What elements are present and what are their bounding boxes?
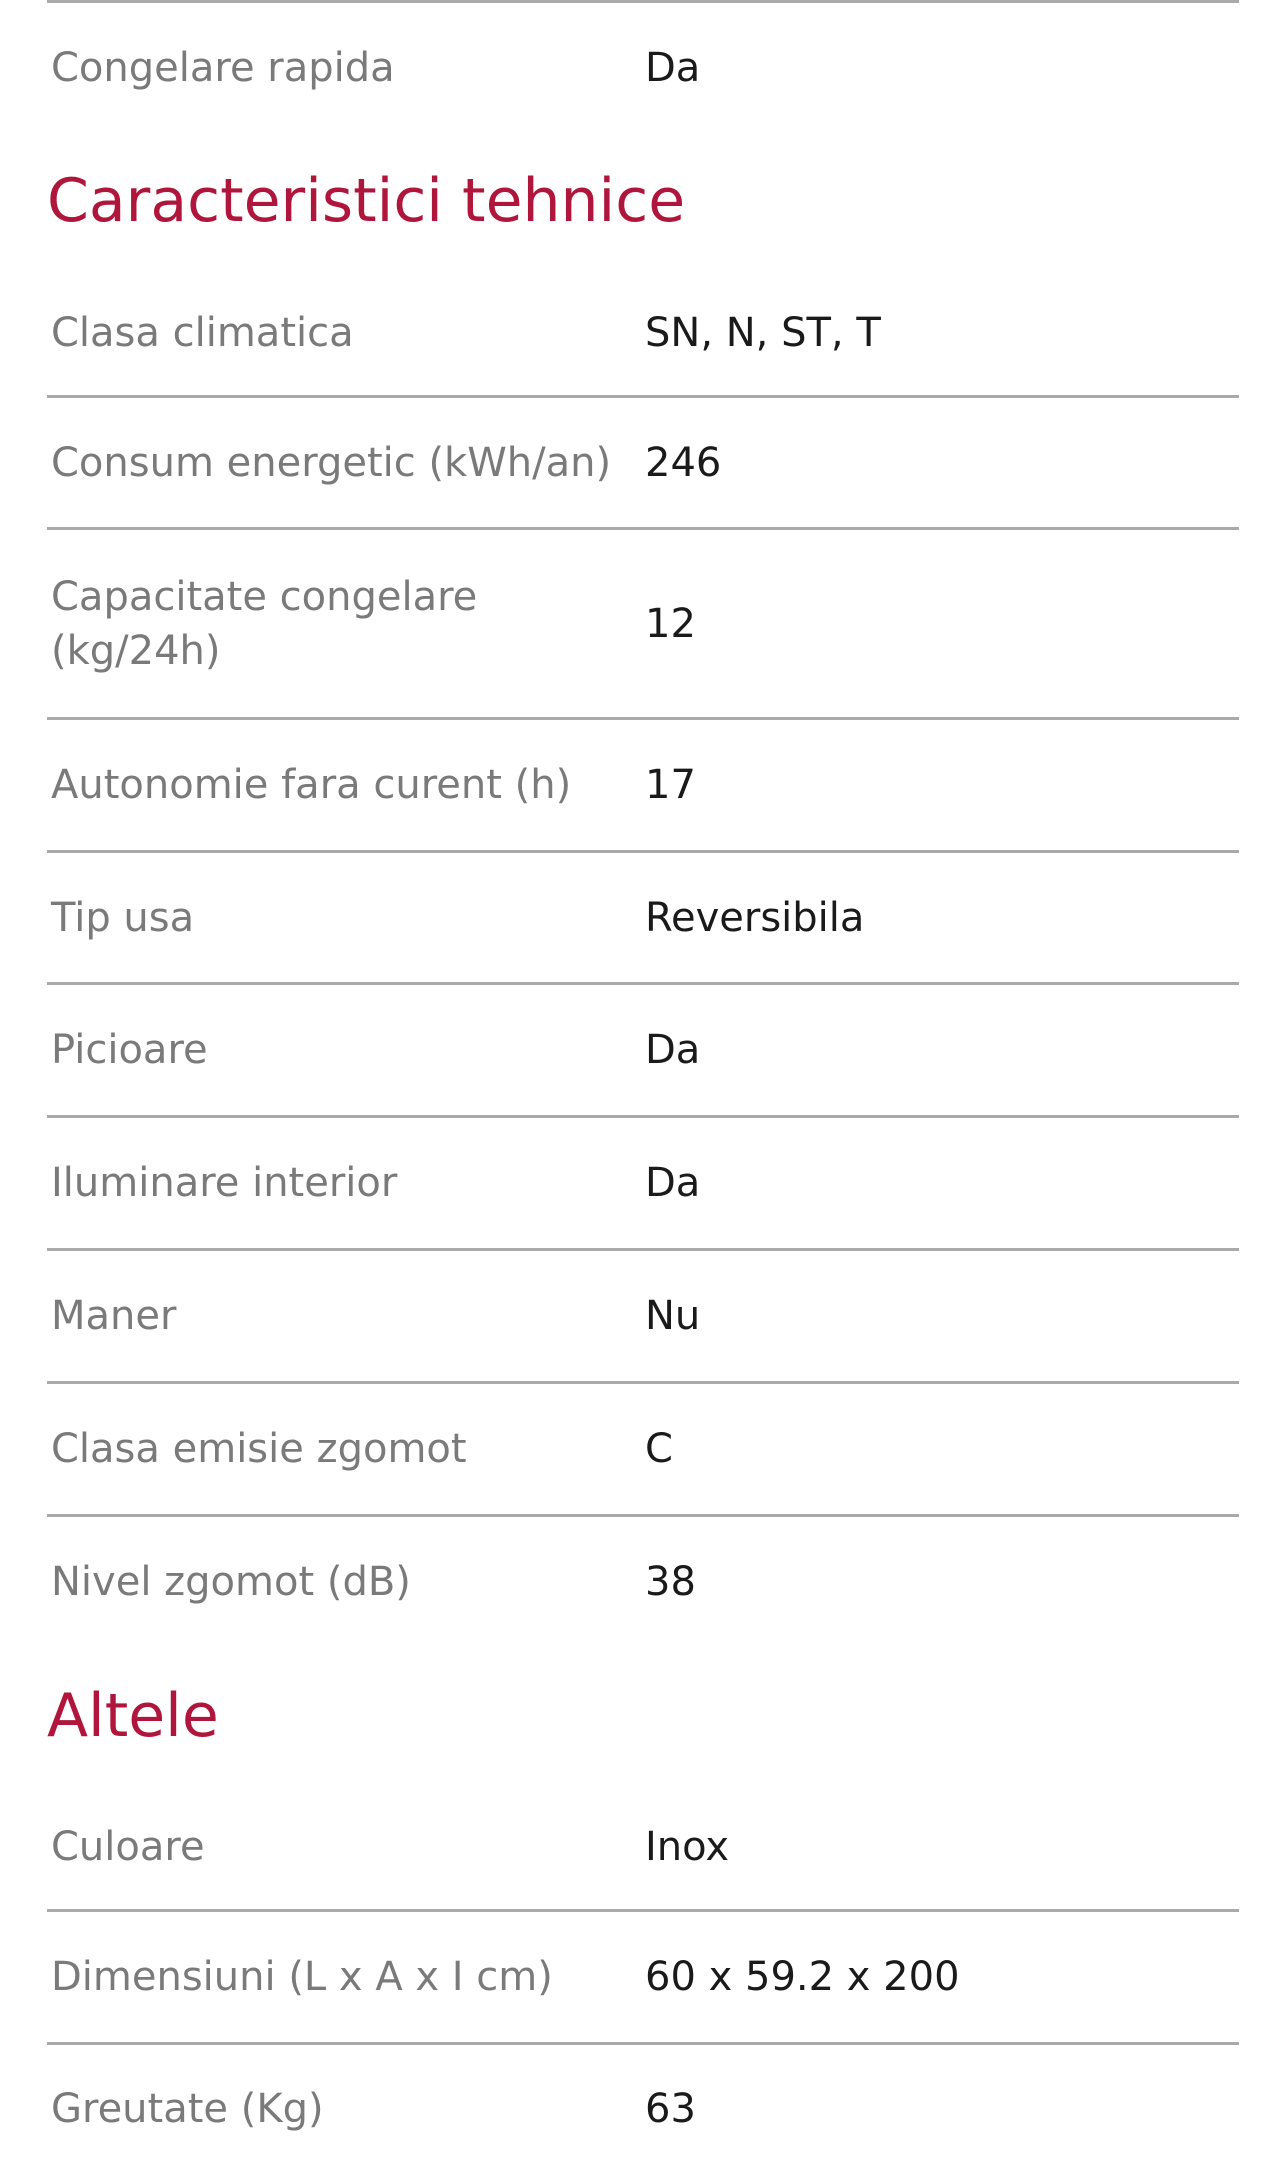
spec-row-autonomie <box>47 720 1239 853</box>
spec-label: Consum energetic (kWh/an) <box>51 439 612 486</box>
spec-value: 246 <box>645 439 722 486</box>
spec-value: Nu <box>645 1293 701 1339</box>
spec-value: Da <box>645 45 701 91</box>
spec-value: 38 <box>645 1559 696 1605</box>
spec-row-picioare <box>47 985 1239 1118</box>
spec-value: SN, N, ST, T <box>645 310 881 356</box>
spec-label: Culoare <box>51 1824 205 1870</box>
spec-value: 63 <box>645 2086 696 2132</box>
spec-page <box>47 0 1239 2173</box>
spec-label: Greutate (Kg) <box>51 2086 324 2132</box>
spec-row-iluminare-interior <box>47 1118 1239 1251</box>
spec-label: Clasa emisie zgomot <box>51 1426 467 1472</box>
spec-value: Da <box>645 1027 701 1073</box>
spec-row-maner <box>47 1251 1239 1384</box>
spec-row-clasa-climatica <box>47 271 1239 398</box>
spec-value: 17 <box>645 762 696 808</box>
spec-row-dimensiuni <box>47 1912 1239 2045</box>
spec-label: Picioare <box>51 1027 208 1073</box>
spec-row-nivel-zgomot <box>47 1517 1239 1647</box>
spec-row-consum-energetic <box>47 398 1239 530</box>
spec-row-congelare-rapida <box>47 3 1239 131</box>
spec-row-capacitate-congelare <box>47 530 1239 720</box>
spec-row-tip-usa <box>47 853 1239 985</box>
spec-label: Dimensiuni (L x A x I cm) <box>51 1954 553 2000</box>
spec-label: Clasa climatica <box>51 310 354 356</box>
spec-row-greutate <box>47 2045 1239 2173</box>
spec-value: 12 <box>645 600 696 647</box>
spec-label: Nivel zgomot (dB) <box>51 1559 411 1605</box>
section-title-tehnice: Caracteristici tehnice <box>47 166 686 236</box>
spec-value: Da <box>645 1160 701 1206</box>
spec-label: Congelare rapida <box>51 45 395 91</box>
spec-value: Reversibila <box>645 894 865 941</box>
spec-label: Tip usa <box>51 894 195 941</box>
spec-label: Autonomie fara curent (h) <box>51 762 572 808</box>
spec-row-clasa-emisie-zgomot <box>47 1384 1239 1517</box>
spec-row-culoare <box>47 1785 1239 1912</box>
spec-value: C <box>645 1426 673 1472</box>
spec-label: Maner <box>51 1293 177 1339</box>
spec-value: Inox <box>645 1824 730 1870</box>
spec-value: 60 x 59.2 x 200 <box>645 1954 960 2000</box>
spec-label: Iluminare interior <box>51 1160 398 1206</box>
spec-label: Capacitate congelare (kg/24h) <box>51 573 478 674</box>
section-title-altele: Altele <box>47 1681 219 1751</box>
